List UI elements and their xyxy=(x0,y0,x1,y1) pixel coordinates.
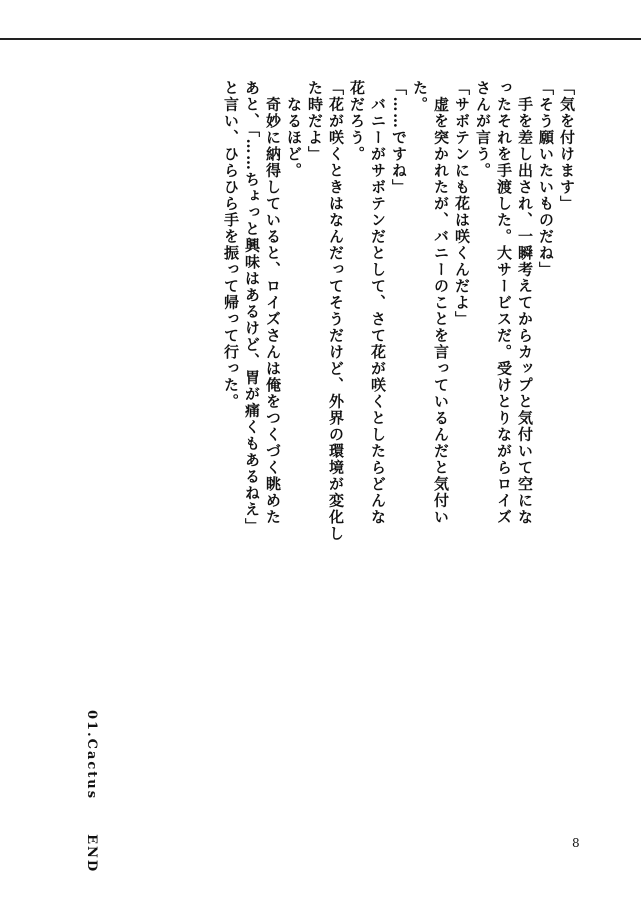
text-line: 手を差し出され、一瞬考えてからカップと気付いて空にな xyxy=(516,80,534,526)
text-line: 「そう願いたいものだね」 xyxy=(537,80,555,278)
text-line: と言い、ひらひら手を振って帰って行った。 xyxy=(222,80,240,410)
text-line: あと、「……ちょっと興味はあるけど、胃が痛くもあるねえ」 xyxy=(243,80,261,535)
text-line: ったそれを手渡した。大サービスだ。受けとりながらロイズ xyxy=(495,80,513,526)
header-rule xyxy=(0,38,641,40)
text-line: 奇妙に納得していると、ロイズさんは俺をつくづく眺めた xyxy=(264,80,282,526)
text-line: 「サボテンにも花は咲くんだよ」 xyxy=(453,80,471,328)
text-line: 花だろう。 xyxy=(348,80,366,163)
text-line: た時だよ」 xyxy=(306,80,324,163)
end-label: END xyxy=(84,834,99,874)
chapter-title: 01.Cactus xyxy=(84,710,99,801)
page-number: 8 xyxy=(572,836,580,850)
text-line: さんが言う。 xyxy=(474,80,492,179)
text-line: 「花が咲くときはなんだってそうだけど、外界の環境が変化し xyxy=(327,80,345,542)
text-line: た。 xyxy=(411,80,429,113)
text-line: 「気を付けます」 xyxy=(558,80,576,212)
novel-body-text xyxy=(220,80,577,542)
chapter-end-marker xyxy=(84,710,99,873)
text-line: バニーがサボテンだとして、さて花が咲くとしたらどんな xyxy=(369,80,387,526)
text-line: 虚を突かれたが、バニーのことを言っているんだと気付い xyxy=(432,80,450,526)
text-line: 「……ですね」 xyxy=(390,80,408,196)
text-line: なるほど。 xyxy=(285,80,303,179)
